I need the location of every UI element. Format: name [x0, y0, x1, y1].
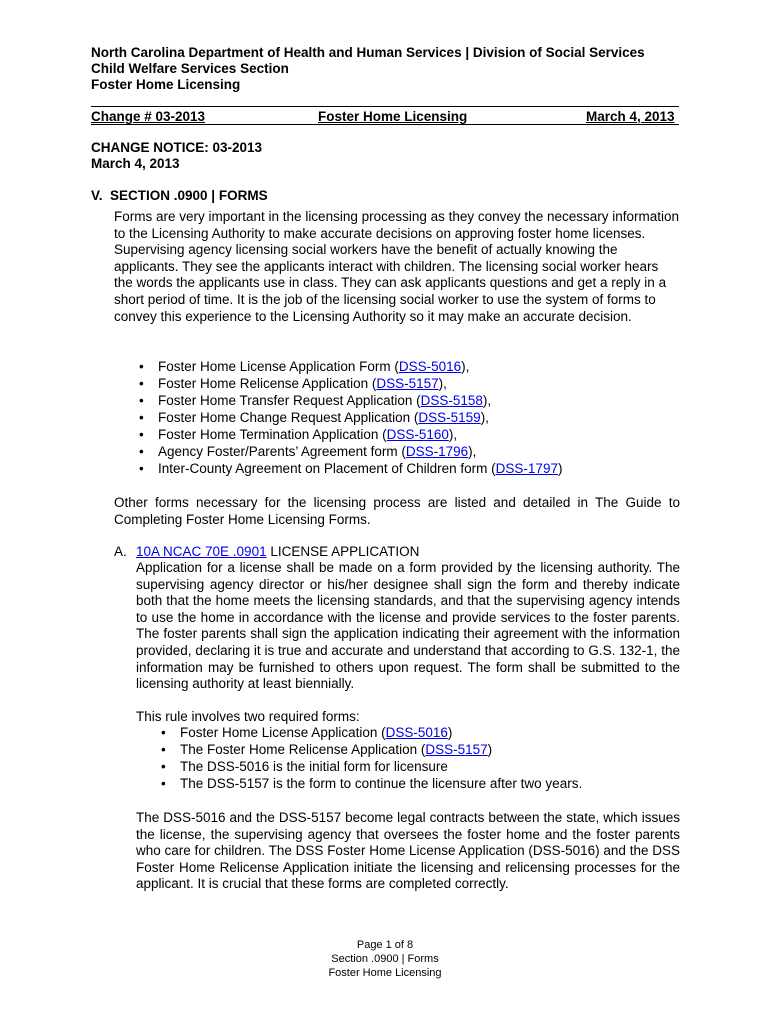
bullet-icon: • [161, 742, 166, 757]
bullet-icon: • [139, 410, 144, 425]
form-item-tail: ), [461, 359, 470, 374]
form-link-dss-5160[interactable]: DSS-5160 [386, 427, 449, 442]
form-item-text: Inter-County Agreement on Placement of Children form ( [158, 461, 496, 476]
forms-list [136, 359, 676, 478]
form-link-dss-5158[interactable]: DSS-5158 [420, 393, 483, 408]
form-item-tail: ), [448, 427, 458, 442]
change-bar-rule [91, 124, 679, 125]
form-item [136, 376, 676, 393]
header-rule [91, 106, 679, 107]
header-program: Foster Home Licensing [91, 77, 241, 92]
form-link-dss-1796[interactable]: DSS-1796 [405, 444, 469, 459]
rule-intro: This rule involves two required forms: [136, 709, 360, 724]
footer-title: Foster Home Licensing [328, 967, 442, 979]
form-item-text: Foster Home License Application Form ( [158, 359, 399, 374]
rule-form-item-tail: ) [447, 725, 453, 740]
bullet-icon: • [139, 359, 144, 374]
change-topic: Foster Home Licensing [318, 109, 468, 124]
form-item-tail: ), [468, 444, 477, 459]
rule-form-item [158, 742, 678, 759]
rule-form-item-tail: ) [487, 742, 493, 757]
subsection-a-title: LICENSE APPLICATION [266, 544, 420, 559]
bullet-icon: • [139, 461, 144, 476]
header-section: Child Welfare Services Section [91, 61, 289, 76]
rule-form-item [158, 759, 678, 776]
subsection-a-heading [136, 544, 419, 561]
rule-form-item [158, 776, 678, 793]
form-link-dss-5159[interactable]: DSS-5159 [418, 410, 481, 425]
form-item [136, 359, 676, 376]
other-forms-paragraph: Other forms necessary for the licensing process are listed and detailed in The Guide to Completing Foster Home Licensing Forms. [114, 495, 680, 527]
bullet-icon: • [161, 759, 166, 774]
form-link-dss-5016[interactable]: DSS-5016 [385, 725, 448, 740]
rule-form-item-text: The DSS-5016 is the initial form for licensure [180, 759, 448, 774]
subsection-a-body: Application for a license shall be made on a form provided by the licensing authority. The supervising agency director or his/her designee shall sign the form and thereby indicate both that the home meets the licensing standards, and that the supervising agency intends to use the home in accordance with the license and provide services to the foster parents. The foster parents shall sign the application indicating their agreement with the information provided, declaring it is true and accurate and understand that according to G.S. 132-1, the information may be furnished to others upon request. The form shall be submitted to the licensing authority at least biennially. [136, 560, 680, 692]
form-link-dss-5157[interactable]: DSS-5157 [425, 742, 488, 757]
form-link-dss-5016[interactable]: DSS-5016 [398, 359, 462, 374]
bullet-icon: • [139, 444, 144, 459]
rule-forms-list [158, 725, 678, 793]
form-item-tail: ), [482, 393, 492, 408]
closing-paragraph: The DSS-5016 and the DSS-5157 become legal contracts between the state, which issues the license, the supervising agency that oversees the foster home and the foster parents who care for children. The DSS Foster Home License Application (DSS-5016) and the DSS Foster Home Relicense Application initiate the licensing and relicensing processes for the applicant. It is crucial that these forms are completed correctly. [136, 810, 680, 892]
form-item [136, 461, 676, 478]
footer-page-number: Page 1 of 8 [356, 939, 414, 951]
form-item-text: Foster Home Transfer Request Application ( [158, 393, 421, 408]
section-heading: V. SECTION .0900 | FORMS [91, 188, 268, 203]
change-date: March 4, 2013 [586, 109, 675, 124]
form-link-dss-1797[interactable]: DSS-1797 [495, 461, 558, 476]
header-agency: North Carolina Department of Health and Human Services | Division of Social Services [91, 45, 645, 60]
form-item-text: Foster Home Termination Application ( [158, 427, 387, 442]
form-item-tail: ), [438, 376, 447, 391]
bullet-icon: • [139, 393, 144, 408]
form-item-text: Agency Foster/Parents’ Agreement form ( [158, 444, 406, 459]
form-item [136, 410, 676, 427]
notice-title: CHANGE NOTICE: 03-2013 [91, 140, 263, 155]
rule-form-item [158, 725, 678, 742]
form-item [136, 444, 676, 461]
rule-form-item-text: Foster Home License Application ( [180, 725, 386, 740]
form-item [136, 427, 676, 444]
change-number: Change # 03-2013 [91, 109, 206, 124]
rule-link-10a-ncac-70e-0901[interactable]: 10A NCAC 70E .0901 [136, 544, 267, 559]
rule-form-item-text: The Foster Home Relicense Application ( [180, 742, 426, 757]
bullet-icon: • [161, 725, 166, 740]
bullet-icon: • [139, 376, 144, 391]
form-item [136, 393, 676, 410]
form-item-tail: ), [480, 410, 489, 425]
form-item-text: Foster Home Change Request Application ( [158, 410, 419, 425]
bullet-icon: • [161, 776, 166, 791]
subsection-a-marker: A. [114, 544, 127, 559]
footer-section: Section .0900 | Forms [331, 953, 439, 965]
form-item-tail: ) [557, 461, 563, 476]
form-link-dss-5157[interactable]: DSS-5157 [376, 376, 439, 391]
notice-date: March 4, 2013 [91, 156, 180, 171]
rule-form-item-text: The DSS-5157 is the form to continue the licensure after two years. [180, 776, 583, 791]
bullet-icon: • [139, 427, 144, 442]
form-item-text: Foster Home Relicense Application ( [158, 376, 377, 391]
section-intro: Forms are very important in the licensing processing as they convey the necessary information to the Licensing Authority to make accurate decisions on approving foster home licenses. Supervising agency licensing social workers have the benefit of actually knowing the applicants. They see the applicants interact with children. The licensing social worker hears the words the applicants use in class. They can ask applicants questions and get a reply in a short period of time. It is the job of the licensing social worker to use the system of forms to convey this experience to the Licensing Authority so it may make an accurate decision. [114, 209, 680, 324]
